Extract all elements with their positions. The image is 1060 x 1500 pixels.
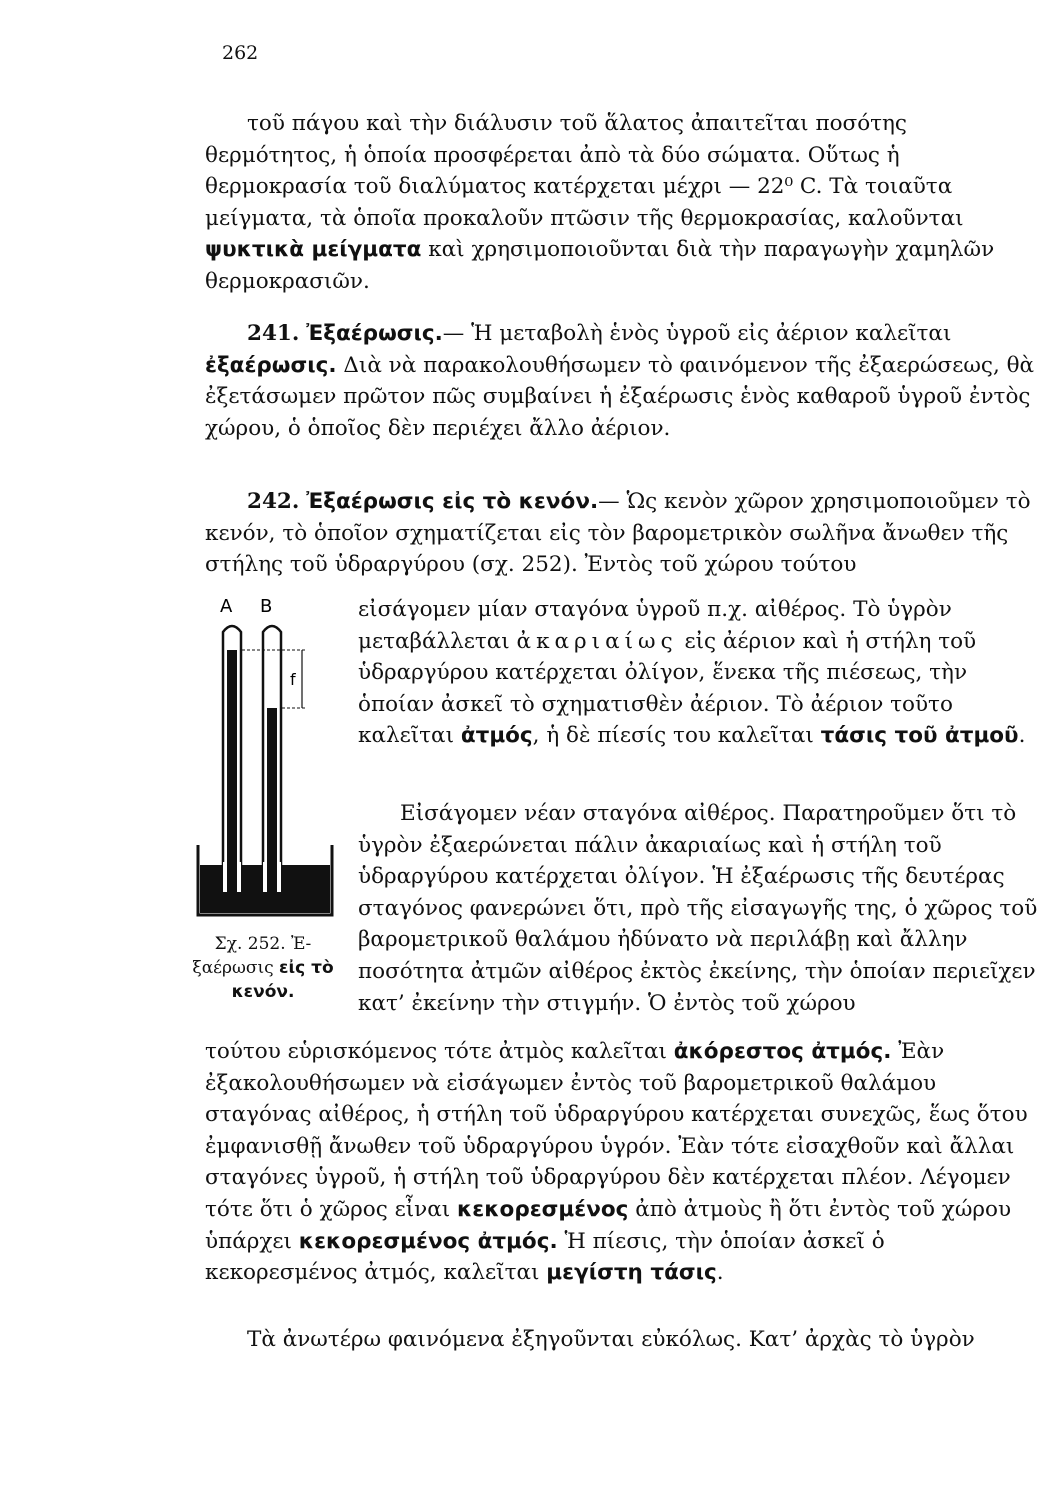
tube-b-label: B bbox=[260, 596, 273, 617]
difference-label: f bbox=[290, 670, 296, 689]
continuation-paragraph: τούτου εὑρισκόμενος τότε ἀτμὸς καλεῖται ἀκόρεστος ἀτμός. Ἐὰν ἐξακολουθήσωμεν νὰ εἰσάγωμεν ἐντὸς τοῦ βαρομετρικοῦ θαλάμου σταγόνας αἰθέρος, ἡ στήλη τοῦ ὑδραργύρου κατέρχεται συνεχῶς, ἕως ὅτου ἐμφανισθῇ ἄνωθεν τοῦ ὑδραργύρου ὑγρόν. Ἐὰν τότε εἰσαχθοῦν καὶ ἄλλαι σταγόνες ὑγροῦ, ἡ στήλη τοῦ ὑδραργύρου δὲν κατέρχεται πλέον. Λέγομεν τότε ὅτι ὁ χῶρος εἶναι κεκορεσμένος ἀπὸ ἀτμοὺς ἢ ὅτι ἐντὸς τοῦ χώρου ὑπάρχει κεκορεσμένος ἀτμός. Ἡ πίεσις, τὴν ὁποίαν ἀσκεῖ ὁ κεκορεσμένος ἀτμός, καλεῖται μεγίστη τάσις. bbox=[205, 1039, 1028, 1286]
section-title: Ἐξαέρωσις εἰς τὸ κενόν. bbox=[306, 489, 599, 514]
term-vaporization: ἐξαέρωσις. bbox=[205, 352, 337, 378]
term-unsaturated-vapor: ἀκόρεστος ἀτμός. bbox=[673, 1039, 892, 1064]
intro-paragraph: τοῦ πάγου καὶ τὴν διάλυσιν τοῦ ἅλατος ἀπαιτεῖται ποσότης θερμότητος, ἡ ὁποία προσφέρεται ἀπὸ τὰ δύο σώματα. Οὕτως ἡ θερμοκρασία τοῦ διαλύματος κατέρχεται μέχρι — 22⁰ C. Τὰ τοιαῦτα μείγματα, τὰ ὁποῖα προκαλοῦν πτῶσιν τῆς θερμοκρασίας, καλοῦνται ψυκτικὰ μείγματα καὶ χρησιμοποιοῦνται διὰ τὴν παραγωγὴν χαμηλῶν θερμοκρασιῶν. bbox=[205, 111, 995, 294]
mercury-column-a bbox=[227, 650, 237, 890]
term-saturated-vapor: κεκορεσμένος ἀτμός. bbox=[298, 1228, 558, 1254]
section-number: 242. bbox=[247, 489, 300, 514]
figure-side-paragraph-2: Εἰσάγομεν νέαν σταγόνα αἰθέρος. Παρατηροῦμεν ὅτι τὸ ὑγρὸν ἐξαερώνεται πάλιν ἀκαριαίως καὶ ἡ στήλη τοῦ ὑδραργύρου κατέρχεται ὀλίγον. Ἡ ἐξαέρωσις τῆς δευτέρας σταγόνος φανερώνει ὅτι, πρὸ τῆς εἰσαγωγῆς της, ὁ χῶρος τοῦ βαρομετρικοῦ θαλάμου ἠδύνατο νὰ περιλάβῃ καὶ ἄλλην ποσότητα ἀτμῶν αἰθέρος ἐκτὸς ἐκείνης, τὴν ὁποίαν περιεῖχεν κατ’ ἐκείνην τὴν στιγμήν. Ὁ ἐντὸς τοῦ χώρου bbox=[358, 801, 1038, 1016]
figure-side-paragraph-1: εἰσάγομεν μίαν σταγόνα ὑγροῦ π.χ. αἰθέρος. Τὸ ὑγρὸν μεταβάλλεται ἀκαριαίως εἰς ἀέριον καὶ ἡ στήλη τοῦ ὑδραργύρου κατέρχεται ὀλίγον, ἕνεκα τῆς πιέσεως, τὴν ὁποίαν ἀσκεῖ τὸ σχηματισθὲν ἀέριον. Τὸ ἀέριον τοῦτο καλεῖται ἀτμός, ἡ δὲ πίεσίς του καλεῖται τάσις τοῦ ἀτμοῦ. bbox=[358, 597, 1026, 749]
spaced-emphasis: ἀκαριαίως bbox=[516, 628, 678, 654]
tube-a-label: A bbox=[220, 596, 233, 617]
figure-caption: Σχ. 252. Ἐ- ξαέρωσις εἰς τὸ κενόν. bbox=[192, 934, 334, 1002]
final-line: Τὰ ἀνωτέρω φαινόμενα ἐξηγοῦνται εὐκόλως. Κατ’ ἀρχὰς τὸ ὑγρὸν bbox=[247, 1327, 975, 1352]
section-241: 241. Ἐξαέρωσις.— Ἡ μεταβολὴ ἑνὸς ὑγροῦ εἰς ἀέριον καλεῖται ἐξαέρωσις. Διὰ νὰ παρακολουθήσωμεν τὸ φαινόμενον τῆς ἐξαερώσεως, θὰ ἐξετάσωμεν πρῶτον πῶς συμβαίνει ἡ ἐξαέρωσις ἑνὸς καθαροῦ ὑγροῦ ἐντὸς χώρου, ὁ ὁποῖος δὲν περιέχει ἄλλο ἀέριον. bbox=[205, 321, 1035, 441]
section-242: 242. Ἐξαέρωσις εἰς τὸ κενόν.— Ὡς κενὸν χῶρον χρησιμοποιοῦμεν τὸ κενόν, τὸ ὁποῖον σχηματίζεται εἰς τὸν βαρομετρικὸν σωλῆνα ἄνωθεν τῆς στήλης τοῦ ὑδραργύρου (σχ. 252). Ἐντὸς τοῦ χώρου τούτου bbox=[205, 489, 1031, 578]
term-cooling-mixtures: ψυκτικὰ μείγματα bbox=[205, 237, 422, 263]
term-vapor: ἀτμός bbox=[460, 723, 533, 749]
term-saturated: κεκορεσμένος bbox=[457, 1196, 629, 1222]
term-maximum-pressure: μεγίστη τάσις bbox=[546, 1260, 717, 1286]
term-vapor-pressure: τάσις τοῦ ἀτμοῦ bbox=[820, 723, 1019, 749]
page-number: 262 bbox=[222, 42, 259, 64]
section-title: Ἐξαέρωσις. bbox=[306, 321, 443, 346]
figure-252 bbox=[180, 590, 350, 925]
section-number: 241. bbox=[247, 321, 300, 346]
barometer-tubes-illustration bbox=[180, 590, 350, 925]
